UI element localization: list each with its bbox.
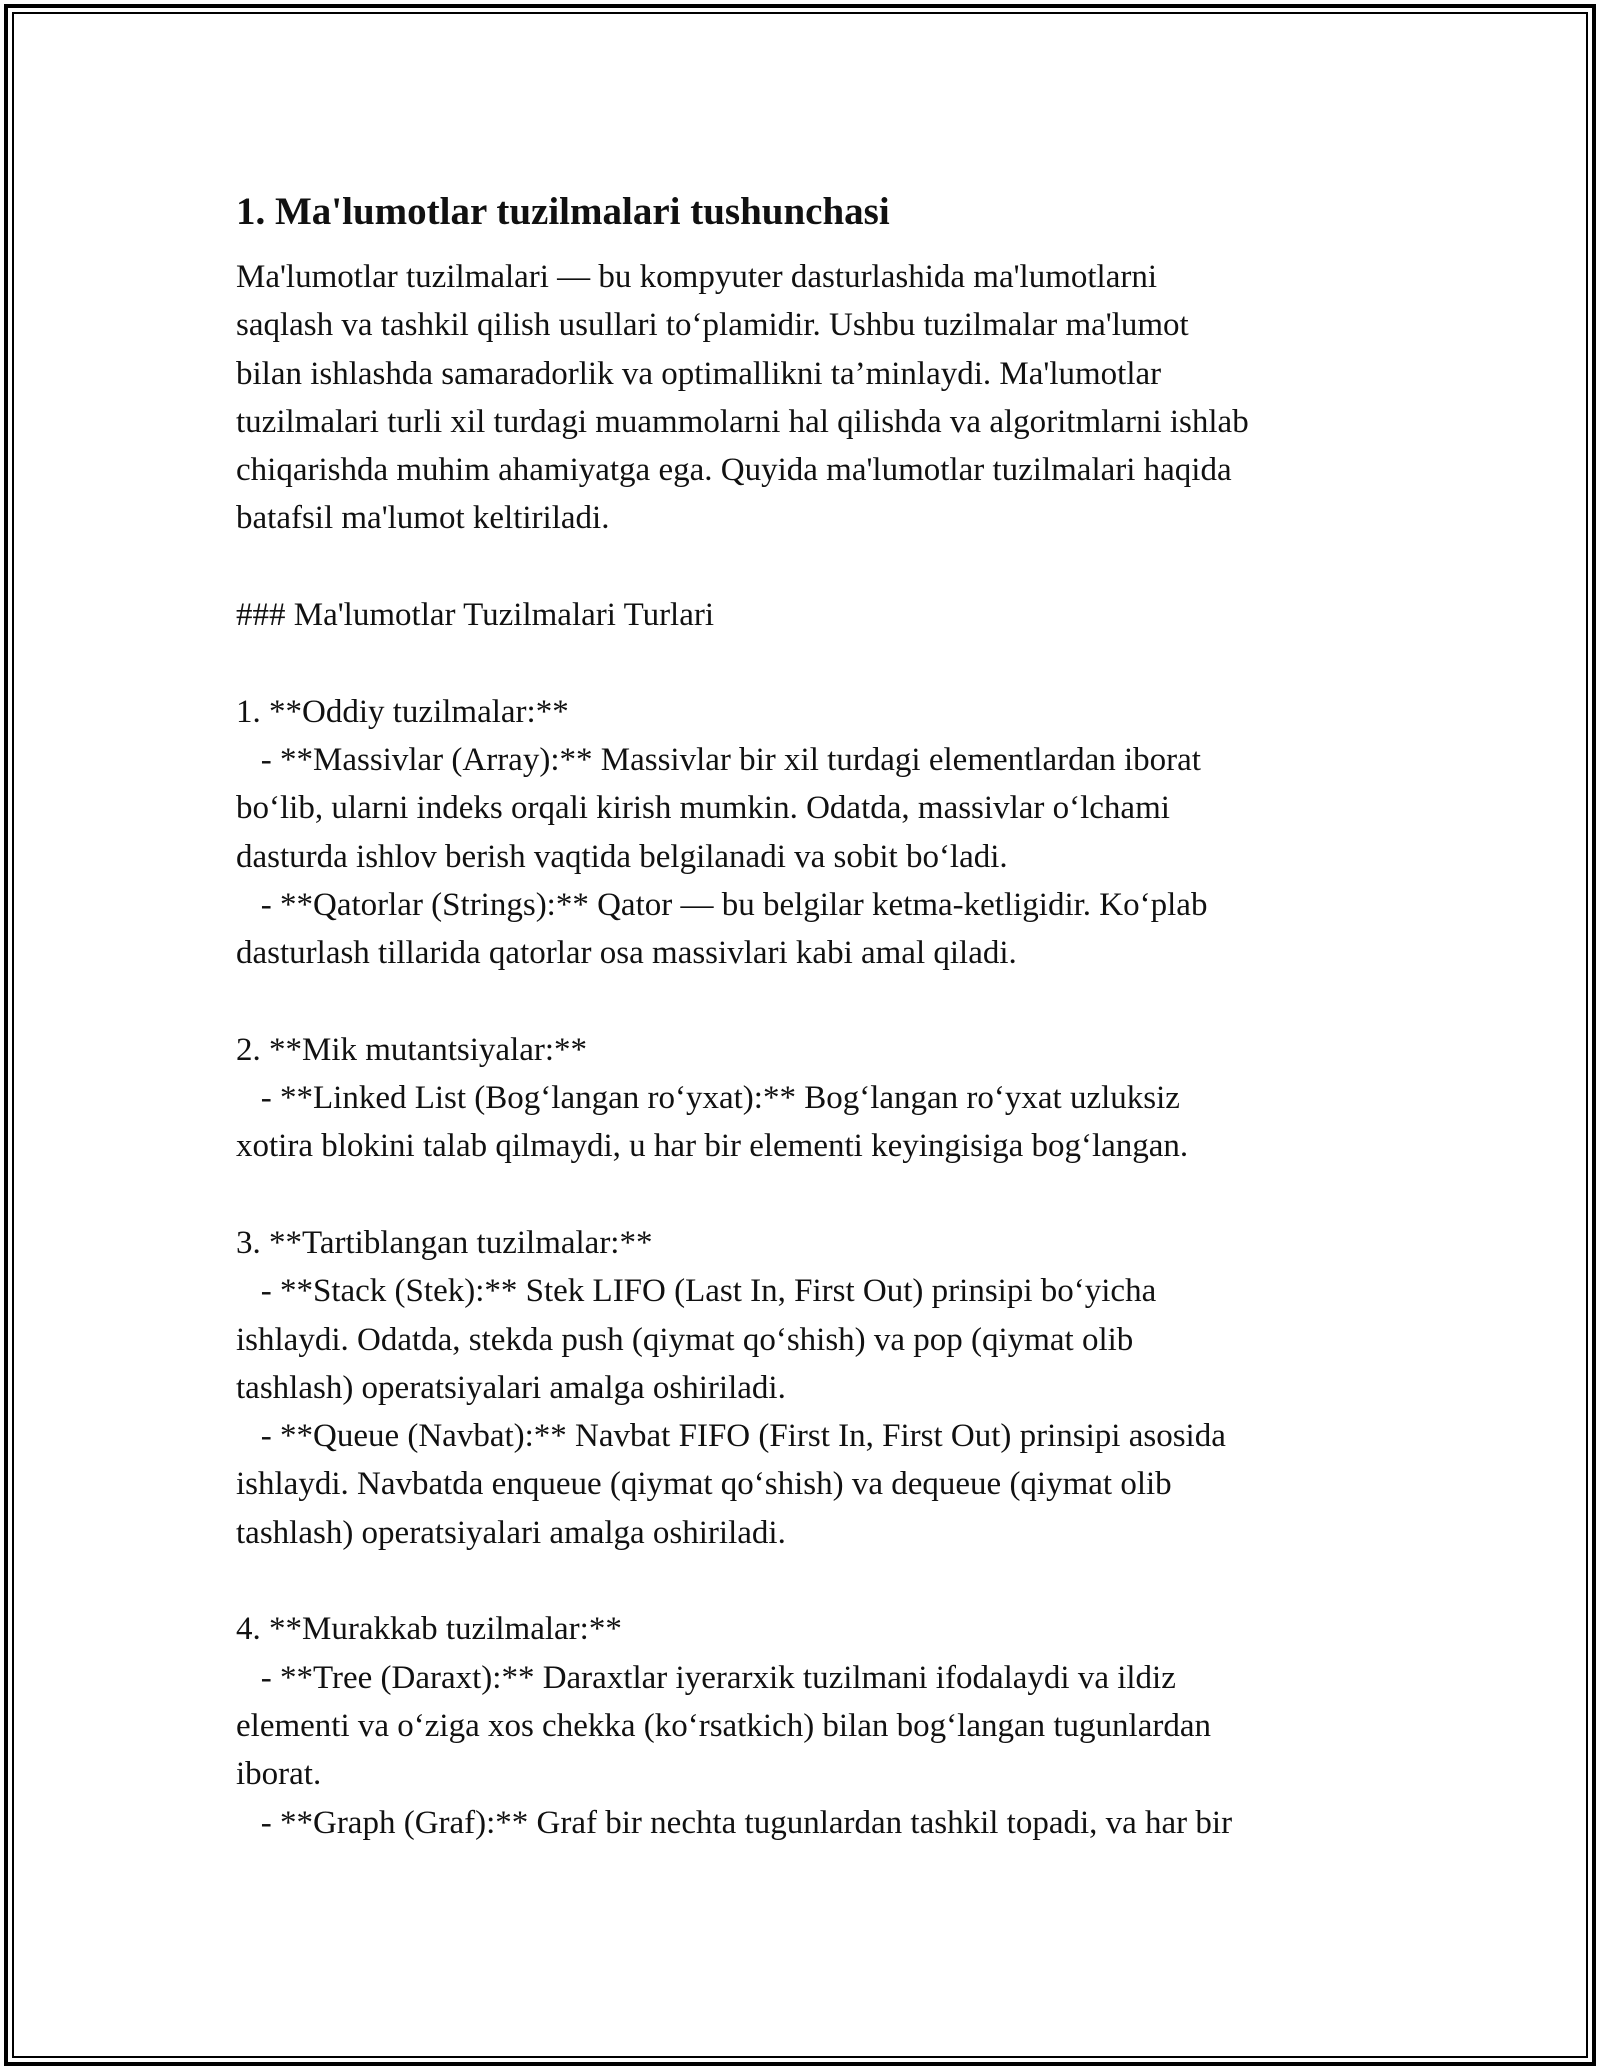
text-line: - **Linked List (Bog‘langan ro‘yxat):** Bog‘langan ro‘yxat uzluksiz	[236, 1080, 1180, 1117]
list-item	[236, 1605, 1406, 1846]
text-line: bilan ishlashda samaradorlik va optimallikni ta’minlaydi. Ma'lumotlar	[236, 355, 1162, 392]
list-item-heading: 4. **Murakkab tuzilmalar:**	[236, 1611, 622, 1648]
text-line: ishlaydi. Navbatda enqueue (qiymat qo‘shish) va dequeue (qiymat olib	[236, 1466, 1172, 1503]
spacer	[236, 1171, 1406, 1219]
spacer	[236, 639, 1406, 687]
list-item-heading: 2. **Mik mutantsiyalar:**	[236, 1031, 588, 1068]
section-heading: ### Ma'lumotlar Tuzilmalari Turlari	[236, 597, 715, 634]
text-line: xotira blokini talab qilmaydi, u har bir elementi keyingisiga bog‘langan.	[236, 1128, 1189, 1165]
text-line: - **Qatorlar (Strings):** Qator — bu belgilar ketma-ketligidir. Ko‘plab	[236, 886, 1208, 923]
text-line: tuzilmalari turli xil turdagi muammolarni hal qilishda va algoritmlarni ishlab	[236, 403, 1249, 440]
text-line: ishlaydi. Odatda, stekda push (qiymat qo‘shish) va pop (qiymat olib	[236, 1321, 1134, 1358]
spacer	[236, 977, 1406, 1025]
text-line: batafsil ma'lumot keltiriladi.	[236, 500, 610, 537]
text-line: dasturlash tillarida qatorlar osa massivlari kabi amal qiladi.	[236, 935, 1017, 972]
document-title: 1. Ma'lumotlar tuzilmalari tushunchasi	[236, 190, 890, 233]
text-line: chiqarishda muhim ahamiyatga ega. Quyida ma'lumotlar tuzilmalari haqida	[236, 452, 1232, 489]
list-item-heading: 1. **Oddiy tuzilmalar:**	[236, 693, 569, 730]
list-item	[236, 1026, 1406, 1171]
text-line: - **Queue (Navbat):** Navbat FIFO (First In, First Out) prinsipi asosida	[236, 1418, 1226, 1455]
intro-paragraph	[236, 253, 1406, 543]
text-line: - **Tree (Daraxt):** Daraxtlar iyerarxik tuzilmani ifodalaydi va ildiz	[236, 1659, 1176, 1696]
text-line: - **Graph (Graf):** Graf bir nechta tugunlardan tashkil topadi, va har bir	[236, 1804, 1233, 1841]
text-line: Ma'lumotlar tuzilmalari — bu kompyuter dasturlashida ma'lumotlarni	[236, 259, 1158, 295]
document-body	[236, 185, 1406, 1847]
spacer	[236, 543, 1406, 591]
text-line: - **Stack (Stek):** Stek LIFO (Last In, First Out) prinsipi bo‘yicha	[236, 1273, 1157, 1310]
text-line: bo‘lib, ularni indeks orqali kirish mumkin. Odatda, massivlar o‘lchami	[236, 790, 1170, 827]
text-line: - **Massivlar (Array):** Massivlar bir xil turdagi elementlardan iborat	[236, 741, 1201, 778]
spacer	[236, 1557, 1406, 1605]
text-line: saqlash va tashkil qilish usullari to‘plamidir. Ushbu tuzilmalar ma'lumot	[236, 307, 1189, 344]
text-line: dasturda ishlov berish vaqtida belgilanadi va sobit bo‘ladi.	[236, 838, 1008, 875]
text-line: tashlash) operatsiyalari amalga oshiriladi.	[236, 1369, 786, 1406]
text-line: elementi va o‘ziga xos chekka (ko‘rsatkich) bilan bog‘langan tugunlardan	[236, 1707, 1211, 1744]
list-item	[236, 1219, 1406, 1557]
text-line: tashlash) operatsiyalari amalga oshiriladi.	[236, 1514, 786, 1551]
text-line: iborat.	[236, 1756, 322, 1793]
list-item	[236, 688, 1406, 978]
list-item-heading: 3. **Tartiblangan tuzilmalar:**	[236, 1224, 653, 1261]
